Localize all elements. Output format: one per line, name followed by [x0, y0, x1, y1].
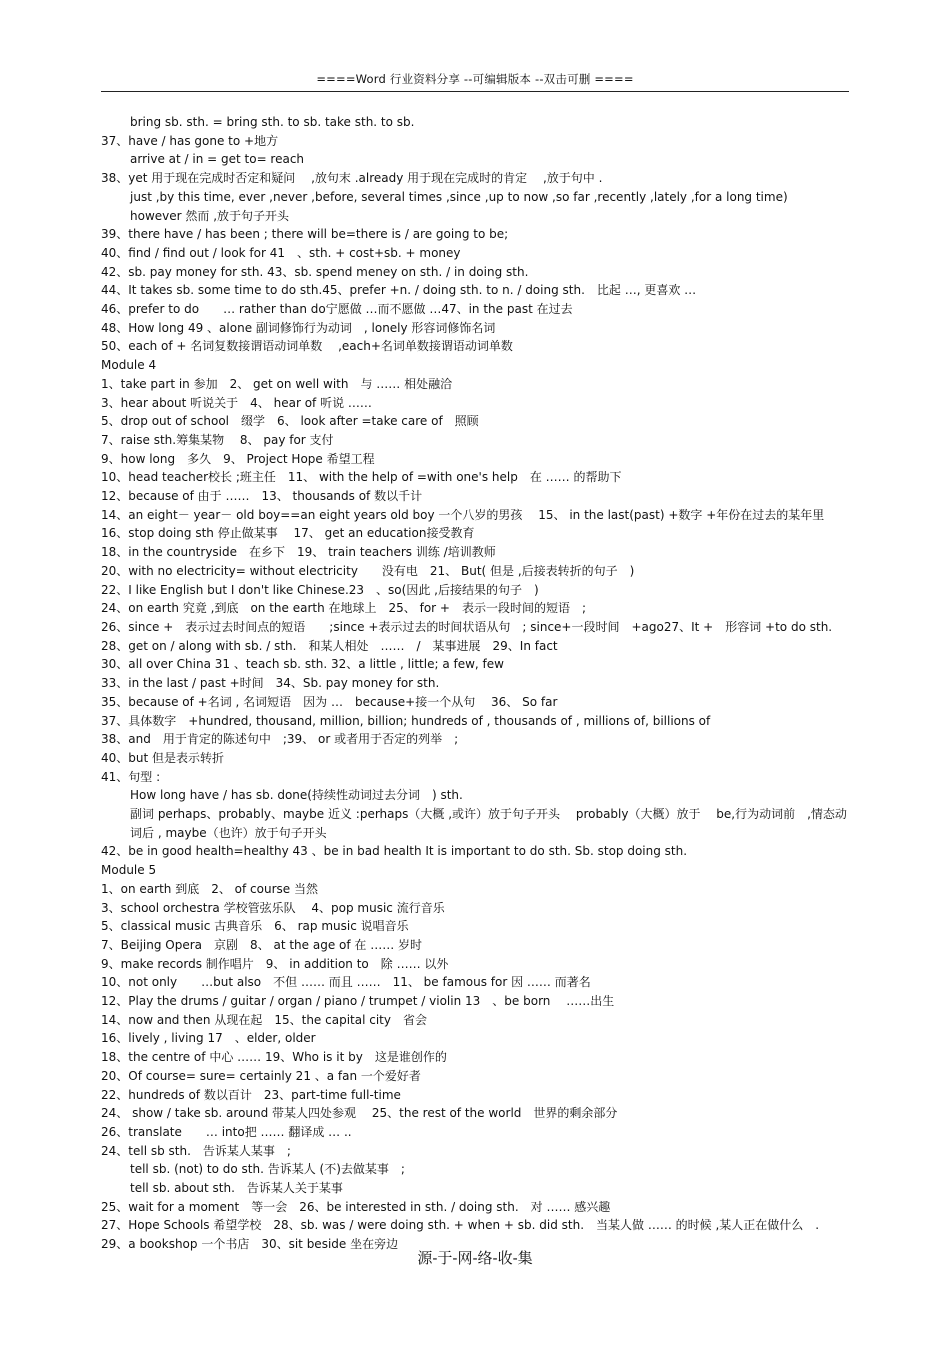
text-line: 37、具体数字 +hundred, thousand, million, billion; hundreds of , thousands of , millions of, billions of — [101, 713, 711, 728]
text-line: Module 4 — [101, 358, 157, 373]
text-line: 46、prefer to do … rather than do宁愿做 …而不愿做 …47、in the past 在过去 — [101, 302, 573, 317]
text-line: 7、raise sth.筹集某物 8、 pay for 支付 — [101, 432, 334, 447]
text-line: 50、each of + 名词复数接谓语动词单数 ,each+名词单数接谓语动词单数 — [101, 339, 513, 354]
text-line: 3、hear about 听说关于 4、 hear of 听说 …… — [101, 395, 372, 410]
text-line: however 然而 ,放于句子开头 — [130, 208, 290, 223]
text-line: 37、have / has gone to +地方 — [101, 133, 279, 148]
text-line: 22、I like English but I don't like Chinese.23 、so(因此 ,后接结果的句子 ) — [101, 582, 539, 597]
text-line: 18、in the countryside 在乡下 19、 train teachers 训练 /培训教师 — [101, 545, 496, 560]
header-divider — [101, 91, 849, 92]
text-line: 40、find / find out / look for 41 、sth. + cost+sb. + money — [101, 245, 461, 260]
text-line: 14、an eight－ year－ old boy==an eight years old boy 一个八岁的男孩 15、 in the last(past) +数字 +年份在过去的某年里 — [101, 507, 825, 522]
text-line: 5、drop out of school 缀学 6、 look after =take care of 照顾 — [101, 414, 479, 429]
text-line: 1、on earth 到底 2、 of course 当然 — [101, 881, 318, 896]
text-line: 20、Of course= sure= certainly 21 、a fan 一个爱好者 — [101, 1068, 421, 1083]
text-line: 9、make records 制作唱片 9、 in addition to 除 …… 以外 — [101, 956, 449, 971]
text-line: arrive at / in = get to= reach — [130, 152, 305, 167]
text-line: 3、school orchestra 学校管弦乐队 4、pop music 流行音乐 — [101, 900, 445, 915]
text-line: 14、now and then 从现在起 15、the capital city 省会 — [101, 1012, 427, 1027]
text-line: bring sb. sth. = bring sth. to sb. take sth. to sb. — [130, 115, 415, 129]
text-line: 26、since + 表示过去时间点的短语 ;since +表示过去的时间状语从句 ; since+一段时间 +ago27、It + 形容词 +to do sth. — [101, 619, 833, 634]
text-line: 副词 perhaps、probably、maybe 近义 :perhaps（大概 ,或许）放于句子开头 probably（大概）放于 be,行为动词前 ,情态动词后 , maybe（也许）放于句子开头 — [130, 807, 847, 840]
text-line: 16、stop doing sth 停止做某事 17、 get an education接受教育 — [101, 526, 475, 541]
text-line: 28、get on / along with sb. / sth. 和某人相处 …… / 某事进展 29、In fact — [101, 638, 558, 653]
text-line: 38、and 用于肯定的陈述句中 ;39、 or 或者用于否定的列举 ; — [101, 732, 459, 747]
text-line: 40、but 但是表示转折 — [101, 750, 225, 765]
text-line: 7、Beijing Opera 京剧 8、 at the age of 在 …… 岁时 — [101, 937, 423, 952]
text-line: 12、Play the drums / guitar / organ / piano / trumpet / violin 13 、be born ……出生 — [101, 994, 615, 1009]
text-line: 25、wait for a moment 等一会 26、be interested in sth. / doing sth. 对 …… 感兴趣 — [101, 1199, 611, 1214]
text-line: tell sb. about sth. 告诉某人关于某事 — [130, 1181, 343, 1196]
text-line: 16、lively , living 17 、elder, older — [101, 1031, 316, 1046]
document-body — [101, 113, 849, 1254]
text-line: 1、take part in 参加 2、 get on well with 与 …… 相处融洽 — [101, 376, 453, 391]
text-line: Module 5 — [101, 863, 157, 878]
text-line: 38、yet 用于现在完成时否定和疑问 ,放句末 .already 用于现在完成时的肯定 ,放于句中 . — [101, 171, 603, 186]
text-line: 33、in the last / past +时间 34、Sb. pay money for sth. — [101, 676, 440, 691]
text-line: 12、because of 由于 …… 13、 thousands of 数以千计 — [101, 489, 423, 504]
text-line: 30、all over China 31 、teach sb. sth. 32、a little , little; a few, few — [101, 657, 504, 672]
text-line: 10、not only …but also 不但 …… 而且 …… 11、 be famous for 因 …… 而著名 — [101, 975, 591, 990]
text-line: 9、how long 多久 9、 Project Hope 希望工程 — [101, 451, 375, 466]
text-line: 42、be in good health=healthy 43 、be in bad health It is important to do sth. Sb. stop doing sth. — [101, 844, 688, 859]
text-line: 39、there have / has been ; there will be=there is / are going to be; — [101, 227, 509, 242]
text-line: 24、 show / take sb. around 带某人四处参观 25、the rest of the world 世界的剩余部分 — [101, 1106, 618, 1121]
text-line: 27、Hope Schools 希望学校 28、sb. was / were doing sth. + when + sb. did sth. 当某人做 …… 的时候 ,某人正在做什么 . — [101, 1218, 820, 1233]
page-footer: 源-于-网-络-收-集 — [417, 1249, 533, 1267]
text-line: 20、with no electricity= without electricity 没有电 21、 But( 但是 ,后接表转折的句子 ) — [101, 563, 635, 578]
text-line: just ,by this time, ever ,never ,before, several times ,since ,up to now ,so far ,recently ,lately ,for a long time) — [130, 189, 788, 204]
text-line: 10、head teacher校长 ;班主任 11、 with the help of =with one's help 在 …… 的帮助下 — [101, 470, 622, 485]
text-line: 41、句型 : — [101, 769, 161, 784]
text-line: 35、because of +名词 , 名词短语 因为 … because+接一个从句 36、 So far — [101, 694, 558, 709]
text-line: How long have / has sb. done(持续性动词过去分词 ) sth. — [130, 788, 463, 803]
text-line: 42、sb. pay money for sth. 43、sb. spend meney on sth. / in doing sth. — [101, 264, 529, 279]
text-line: 22、hundreds of 数以百计 23、part-time full-time — [101, 1087, 401, 1102]
text-line: 5、classical music 古典音乐 6、 rap music 说唱音乐 — [101, 919, 409, 934]
text-line: 26、translate … into把 …… 翻译成 … .. — [101, 1124, 352, 1139]
page-header: ====Word 行业资料分享 --可编辑版本 --双击可删 ==== — [316, 72, 634, 86]
text-line: tell sb. (not) to do sth. 告诉某人 (不)去做某事 ; — [130, 1162, 405, 1177]
text-line: 48、How long 49 、alone 副词修饰行为动词 , lonely 形容词修饰名词 — [101, 320, 496, 335]
text-line: 18、the centre of 中心 …… 19、Who is it by 这是谁创作的 — [101, 1050, 447, 1065]
text-line: 44、It takes sb. some time to do sth.45、prefer +n. / doing sth. to n. / doing sth. 比起 …, 更喜欢 … — [101, 283, 697, 298]
text-line: 29、a bookshop 一个书店 30、sit beside 坐在旁边 — [101, 1237, 399, 1252]
text-line: 24、on earth 究竟 ,到底 on the earth 在地球上 25、 for + 表示一段时间的短语 ; — [101, 601, 587, 616]
text-line: 24、tell sb sth. 告诉某人某事 ; — [101, 1143, 291, 1158]
